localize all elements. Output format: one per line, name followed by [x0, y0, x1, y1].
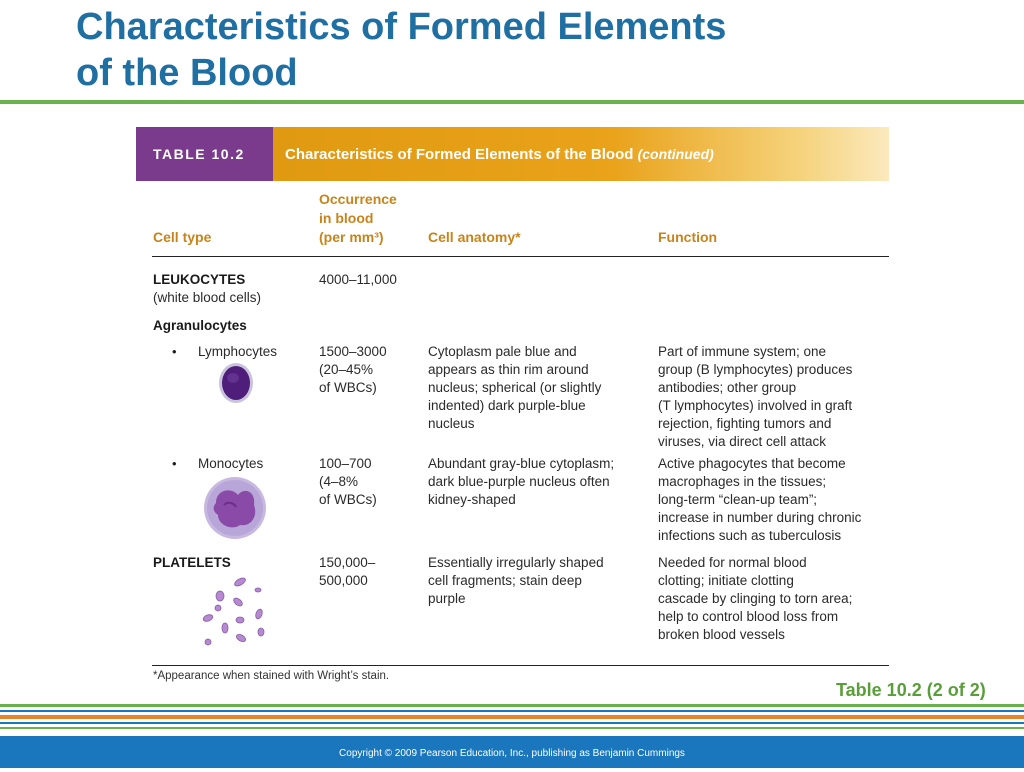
- platelets-function-line-4: help to control blood loss from: [658, 609, 839, 624]
- leukocytes-name: LEUKOCYTES: [153, 272, 246, 287]
- platelets-occurrence-line-1: 150,000–: [319, 555, 376, 570]
- lymphocytes-occurrence-line-3: of WBCs): [319, 380, 377, 395]
- leukocytes-occurrence: 4000–11,000: [319, 272, 397, 287]
- agranulocytes-label: Agranulocytes: [153, 318, 247, 333]
- table-footnote: *Appearance when stained with Wright’s stain.: [153, 670, 390, 682]
- monocytes-occurrence-line-3: of WBCs): [319, 492, 377, 507]
- monocyte-cell-icon: [202, 475, 268, 541]
- slide-title-line-2: of the Blood: [76, 52, 298, 94]
- slide-title-line-1: Characteristics of Formed Elements: [76, 6, 727, 48]
- platelets-icon: [196, 574, 274, 652]
- column-header-occurrence-line-2: in blood: [319, 210, 374, 226]
- platelets-anatomy: [428, 554, 604, 608]
- leukocytes-subtitle: (white blood cells): [153, 290, 262, 305]
- lymphocytes-name: Lymphocytes: [198, 344, 278, 359]
- column-header-occurrence-line-1: Occurrence: [319, 191, 397, 207]
- platelets-anatomy-line-1: Essentially irregularly shaped: [428, 555, 604, 570]
- column-header-occurrence: [319, 190, 397, 247]
- monocytes-function-line-1: Active phagocytes that become: [658, 456, 846, 471]
- monocytes-occurrence-line-2: (4–8%: [319, 474, 359, 489]
- stripe-blue-2: [0, 722, 1024, 724]
- stripe-green: [0, 704, 1024, 707]
- monocytes-name: Monocytes: [198, 456, 264, 471]
- column-header-anatomy: Cell anatomy*: [428, 229, 521, 245]
- lymphocytes-bullet: •: [172, 344, 177, 359]
- platelets-occurrence: [319, 554, 375, 590]
- stripe-blue-1: [0, 710, 1024, 712]
- platelets-function-line-3: cascade by clinging to torn area;: [658, 591, 853, 606]
- platelets-name: PLATELETS: [153, 555, 231, 570]
- slide-title: [76, 4, 726, 96]
- table-caption-text: Characteristics of Formed Elements of the Blood: [285, 146, 634, 163]
- monocytes-occurrence-line-1: 100–700: [319, 456, 372, 471]
- leukocytes-label: [153, 271, 261, 307]
- monocytes-function: [658, 455, 861, 545]
- monocytes-anatomy-line-2: dark blue-purple nucleus often: [428, 474, 610, 489]
- column-header-function: Function: [658, 229, 718, 245]
- table-caption: [273, 127, 889, 181]
- lymphocytes-anatomy-line-5: nucleus: [428, 416, 475, 431]
- lymphocytes-anatomy: [428, 343, 601, 433]
- copyright-text: Copyright © 2009 Pearson Education, Inc., publishing as Benjamin Cummings: [339, 748, 685, 759]
- table-number-tag: Table 10.2 (2 of 2): [836, 680, 986, 700]
- footer-bar: [0, 736, 1024, 768]
- platelets-function: [658, 554, 852, 644]
- monocytes-function-line-4: increase in number during chronic: [658, 510, 862, 525]
- lymphocytes-function-line-4: (T lymphocytes) involved in graft: [658, 398, 853, 413]
- column-header-cell-type: Cell type: [153, 229, 212, 245]
- lymphocytes-anatomy-line-1: Cytoplasm pale blue and: [428, 344, 577, 359]
- lymphocyte-cell-icon: [216, 361, 256, 405]
- platelets-occurrence-line-2: 500,000: [319, 573, 368, 588]
- monocytes-anatomy-line-3: kidney-shaped: [428, 492, 516, 507]
- stripe-green-2: [0, 727, 1024, 729]
- lymphocytes-anatomy-line-4: indented) dark purple-blue: [428, 398, 586, 413]
- table-header: [136, 127, 889, 181]
- platelets-function-line-5: broken blood vessels: [658, 627, 785, 642]
- table-caption-note: (continued): [637, 146, 714, 162]
- lymphocytes-occurrence-line-1: 1500–3000: [319, 344, 387, 359]
- lymphocytes-function-line-1: Part of immune system; one: [658, 344, 827, 359]
- monocytes-occurrence: [319, 455, 377, 509]
- lymphocytes-function: [658, 343, 852, 451]
- platelets-anatomy-line-3: purple: [428, 591, 466, 606]
- footer-rule: [152, 665, 889, 666]
- lymphocytes-occurrence-line-2: (20–45%: [319, 362, 374, 377]
- monocytes-anatomy: [428, 455, 614, 509]
- platelets-function-line-1: Needed for normal blood: [658, 555, 807, 570]
- title-divider: [0, 100, 1024, 104]
- stripe-orange: [0, 715, 1024, 719]
- lymphocytes-function-line-6: viruses, via direct cell attack: [658, 434, 827, 449]
- lymphocytes-anatomy-line-2: appears as thin rim around: [428, 362, 589, 377]
- column-header-occurrence-line-3: (per mm³): [319, 229, 384, 245]
- lymphocytes-occurrence: [319, 343, 387, 397]
- lymphocytes-function-line-3: antibodies; other group: [658, 380, 797, 395]
- platelets-function-line-2: clotting; initiate clotting: [658, 573, 794, 588]
- monocytes-function-line-5: infections such as tuberculosis: [658, 528, 842, 543]
- monocytes-bullet: •: [172, 456, 177, 471]
- lymphocytes-function-line-5: rejection, fighting tumors and: [658, 416, 832, 431]
- table-label: TABLE 10.2: [136, 127, 273, 181]
- lymphocytes-function-line-2: group (B lymphocytes) produces: [658, 362, 853, 377]
- monocytes-function-line-2: macrophages in the tissues;: [658, 474, 827, 489]
- platelets-anatomy-line-2: cell fragments; stain deep: [428, 573, 582, 588]
- header-rule: [152, 256, 889, 257]
- lymphocytes-anatomy-line-3: nucleus; spherical (or slightly: [428, 380, 602, 395]
- monocytes-anatomy-line-1: Abundant gray-blue cytoplasm;: [428, 456, 615, 471]
- monocytes-function-line-3: long-term “clean-up team”;: [658, 492, 818, 507]
